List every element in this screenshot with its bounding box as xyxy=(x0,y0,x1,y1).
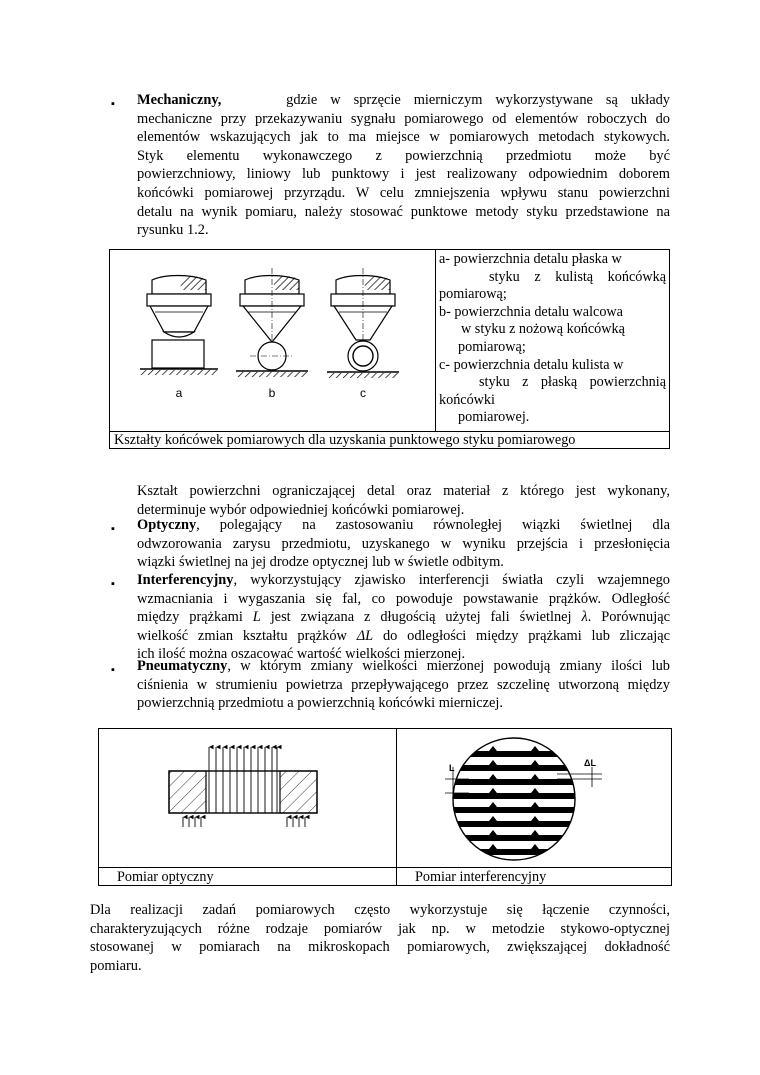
tip-a-drawing xyxy=(140,276,218,376)
figure-contact-tips xyxy=(109,249,670,449)
pneumatic-paragraph: Pneumatyczny, w którym zmiany wielkości mierzonej powodują zmiany ilości lub ciśnienia w strumieniu powietrza przepływającego przez szczelinę utworzoną między powierzchnią przedmiotu a powierzchnią końcówki mierniczej. xyxy=(137,658,670,712)
optical-measurement-caption: Pomiar optyczny xyxy=(99,868,397,886)
tip-b-drawing xyxy=(236,268,308,377)
tip-label-b: b xyxy=(268,386,276,400)
pneumatic-term: Pneumatyczny xyxy=(137,658,228,674)
tip-label-c: c xyxy=(360,386,366,400)
interference-fringes-illustration xyxy=(397,729,671,862)
bullet-marker: ▪ xyxy=(111,578,115,590)
figure-contact-tips-drawing xyxy=(110,250,436,432)
tip-c-drawing xyxy=(327,268,399,378)
interference-measurement-caption: Pomiar interferencyjny xyxy=(397,868,672,886)
closing-paragraph: Dla realizacji zadań pomiarowych często wykorzystuje się łączenie czynności, charakteryzujących różne rodzaje pomiarów jak np. w metodzie stykowo-optycznej stosowanej w pomiarach na mikroskopach pomiarowych, zwiększającej dokładność pomiaru. xyxy=(90,902,670,974)
optical-measurement-illustration xyxy=(99,729,396,862)
figure-optical-interference xyxy=(98,728,672,886)
label-delta-L: ΔL xyxy=(584,758,596,768)
optical-term: Optyczny xyxy=(137,517,197,533)
figure-contact-tips-legend: a- powierzchnia detalu płaska w styku z kulistą końcówką pomiarową; b- powierzchnia detalu walcowa w styku z nożową końcówką pomiarową; c- powierzchnia detalu kulista w styku z płaską powierzchnią końcówki pomiarowej. xyxy=(436,250,670,432)
bullet-marker: ▪ xyxy=(111,523,115,535)
mechanical-paragraph: Mechaniczny, gdzie w sprzęcie mierniczym wykorzystywane są układy mechaniczne przy przekazywaniu sygnału pomiarowego od elementów roboczych do elementów wskazujących jak to ma miejsce w pomiarowych metodach stykowych. Styk elementu wykonawczego z powierzchnią przedmiotu może być powierzchniowy, liniowy lub punktowy i jest realizowany odpowiednim doborem końcówki pomiarowej przyrządu. W celu zmniejszenia wpływu stanu powierzchni detalu na wynik pomiaru, należy stosować punktowe metody styku przedstawione na rysunku 1.2. xyxy=(137,92,670,239)
interference-term: Interferencyjny xyxy=(137,572,234,588)
optical-paragraph: Optyczny, polegający na zastosowaniu równoległej wiązki świetlnej dla odwzorowania zarysu przedmiotu, uzyskanego w wyniku przejścia i przesłonięcia wiązki świetlnej na jej drodze optycznej lub w świetle odbitym. xyxy=(137,517,670,571)
interference-measurement-drawing xyxy=(397,729,672,868)
label-L: L xyxy=(449,763,455,773)
shape-note: Kształt powierzchni ograniczającej detal oraz materiał z którego jest wykonany, determinuje wybór odpowiedniej końcówki pomiarowej. xyxy=(137,483,670,518)
figure-contact-tips-caption: Kształty końcówek pomiarowych dla uzyskania punktowego styku pomiarowego xyxy=(110,432,670,449)
bullet-marker: ▪ xyxy=(111,98,115,110)
contact-tips-illustration xyxy=(110,250,435,426)
mechanical-term: Mechaniczny, xyxy=(137,92,222,108)
tip-label-a: a xyxy=(175,386,183,400)
bullet-marker: ▪ xyxy=(111,664,115,676)
interference-paragraph: Interferencyjny, wykorzystujący zjawisko interferencji światła czyli wzajemnego wzmacniania i wygaszania się fal, co powoduje powstawanie prążków. Odległość między prążkami L jest związana z długością użytej fali świetlnej λ. Porównując wielkość zmian kształtu prążków ΔL do odległości między prążkami lub zliczając ich ilość można oszacować wartość wielkości mierzonej. xyxy=(137,572,670,663)
optical-measurement-drawing xyxy=(99,729,397,868)
